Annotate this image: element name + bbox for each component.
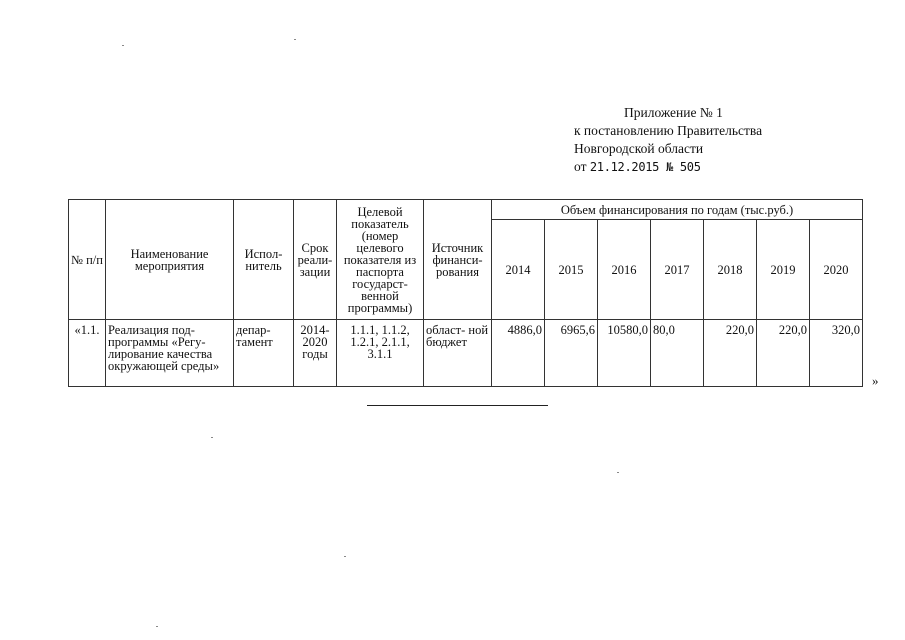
year-header: 2019	[757, 220, 810, 320]
cell-value: 80,0	[651, 320, 704, 387]
col-header-target: Целевой показатель (номер целевого показателя из паспорта государст- венной программы)	[337, 200, 424, 320]
col-header-name: Наименование мероприятия	[106, 200, 234, 320]
funding-table	[68, 199, 863, 387]
cell-term: 2014- 2020 годы	[294, 320, 337, 387]
cell-value: 320,0	[810, 320, 863, 387]
appendix-title: Приложение № 1	[624, 105, 723, 120]
cell-value: 6965,6	[545, 320, 598, 387]
year-header: 2016	[598, 220, 651, 320]
scan-speck	[344, 556, 346, 557]
scan-speck	[617, 472, 619, 473]
cell-value: 4886,0	[492, 320, 545, 387]
cell-value: 220,0	[757, 320, 810, 387]
closing-quote: »	[872, 373, 879, 388]
date-line	[574, 158, 762, 176]
document-header	[574, 104, 762, 176]
year-header: 2014	[492, 220, 545, 320]
cell-num: «1.1.	[69, 320, 106, 387]
cell-source: област- ной бюджет	[424, 320, 492, 387]
cell-value: 10580,0	[598, 320, 651, 387]
scan-speck	[156, 626, 158, 627]
col-header-funding: Объем финансирования по годам (тыс.руб.)	[492, 200, 863, 220]
header-row-top	[69, 200, 863, 220]
cell-executor: депар- тамент	[234, 320, 294, 387]
date-prefix: от	[574, 159, 587, 174]
year-header: 2017	[651, 220, 704, 320]
resolution-line: к постановлению Правительства	[574, 123, 763, 138]
scan-speck	[294, 39, 296, 40]
scan-speck	[122, 45, 124, 46]
year-header: 2015	[545, 220, 598, 320]
scan-speck	[211, 437, 213, 438]
cell-target: 1.1.1, 1.1.2, 1.2.1, 2.1.1, 3.1.1	[337, 320, 424, 387]
col-header-source: Источник финанси- рования	[424, 200, 492, 320]
cell-value: 220,0	[704, 320, 757, 387]
region-line: Новгородской области	[574, 141, 704, 156]
year-header: 2018	[704, 220, 757, 320]
col-header-term: Срок реали- зации	[294, 200, 337, 320]
year-header: 2020	[810, 220, 863, 320]
col-header-num: № п/п	[69, 200, 106, 320]
separator-line	[367, 405, 548, 406]
cell-name: Реализация под- программы «Регу- лирование качества окружающей среды»	[106, 320, 234, 387]
date-value: 21.12.2015 № 505	[589, 160, 701, 174]
table-row	[69, 320, 863, 387]
col-header-executor: Испол- нитель	[234, 200, 294, 320]
